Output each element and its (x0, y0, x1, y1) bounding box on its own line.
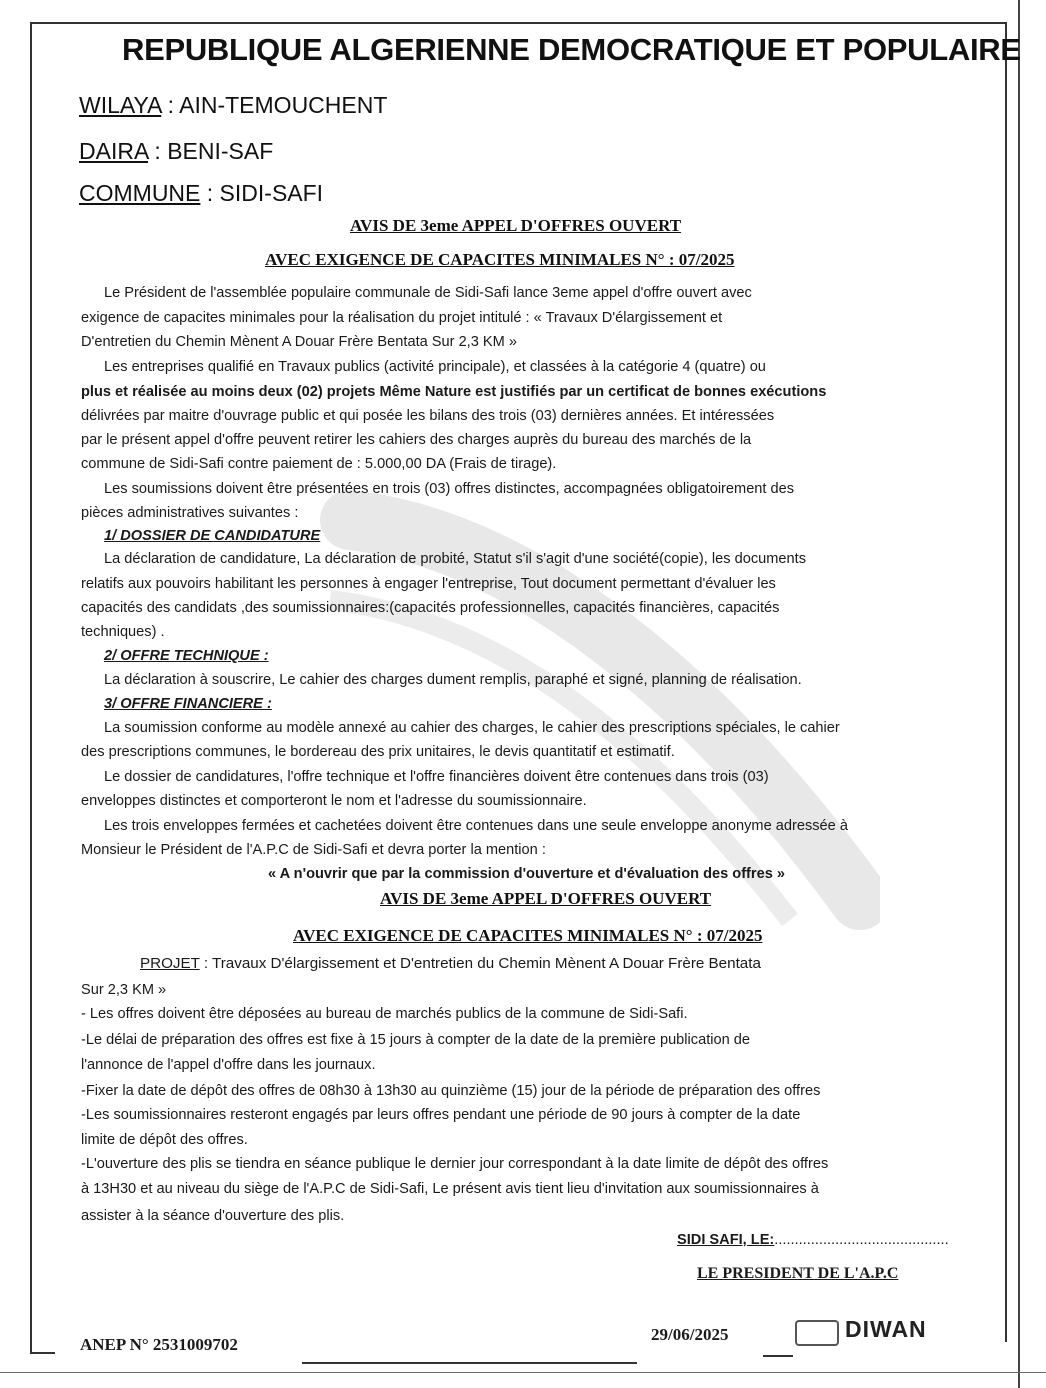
publication-date: 29/06/2025 (651, 1325, 729, 1344)
republic-heading: REPUBLIQUE ALGERIENNE DEMOCRATIQUE ET POPULAIRE (122, 32, 1021, 67)
condition-line: -Le délai de préparation des offres est fixe à 15 jours à compter de la date de la première publication de (81, 1032, 751, 1048)
body-line: délivrées par maitre d'ouvrage public et qui posée les bilans des trois (03) dernières années. Et intéressées (81, 408, 775, 424)
section-3-line: Le dossier de candidatures, l'offre technique et l'offre financières doivent être contenues dans trois (03) (104, 769, 769, 785)
section-1-line: La déclaration de candidature, La déclaration de probité, Statut s'il s'agit d'une société(copie), les documents (104, 551, 806, 567)
diwan-logo-mark (795, 1320, 839, 1346)
condition-line: assister à la séance d'ouverture des plis. (81, 1208, 345, 1224)
scan-edge-right (1018, 0, 1020, 1388)
wilaya-line (79, 92, 387, 119)
body-line: D'entretien du Chemin Mènent A Douar Frère Bentata Sur 2,3 KM » (81, 334, 517, 350)
wilaya-label: WILAYA (79, 92, 162, 118)
body-line: pièces administratives suivantes : (81, 505, 299, 521)
daira-label: DAIRA (79, 138, 149, 164)
section-1-title: 1/ DOSSIER DE CANDIDATURE (104, 528, 321, 544)
frame-border-left (30, 22, 32, 1352)
body-line: par le présent appel d'offre peuvent retirer les cahiers des charges auprès du bureau des marchés de la (81, 432, 752, 448)
commune-value: : SIDI-SAFI (206, 180, 324, 206)
section-3-line: La soumission conforme au modèle annexé au cahier des charges, le cahier des prescriptions spéciales, le cahier (104, 720, 840, 736)
condition-line: - Les offres doivent être déposées au bureau de marchés publics de la commune de Sidi-Safi. (81, 1006, 688, 1022)
section-3-title: 3/ OFFRE FINANCIERE : (104, 696, 272, 712)
section-1-line: relatifs aux pouvoirs habilitant les personnes à engager l'entreprise, Tout document permettant d'évaluer les (81, 576, 776, 592)
anep-number: ANEP N° 2531009702 (80, 1335, 238, 1354)
section-2-title: 2/ OFFRE TECHNIQUE : (104, 648, 269, 664)
projet-line-2: Sur 2,3 KM » (81, 982, 167, 998)
footer-rule-2 (763, 1355, 793, 1357)
avis-title-2: AVIS DE 3eme APPEL D'OFFRES OUVERT (380, 889, 712, 908)
body-line: plus et réalisée au moins deux (02) projets Même Nature est justifiés par un certificat de bonnes exécutions (81, 384, 827, 400)
section-3-line: Monsieur le Président de l'A.P.C de Sidi-Safi et devra porter la mention : (81, 842, 546, 858)
signature-president: LE PRESIDENT DE L'A.P.C (697, 1265, 899, 1282)
daira-value: : BENI-SAF (154, 138, 274, 164)
avis-subtitle-1: AVEC EXIGENCE DE CAPACITES MINIMALES N° : 07/2025 (265, 250, 735, 269)
mention-text: « A n'ouvrir que par la commission d'ouverture et d'évaluation des offres » (268, 866, 785, 882)
section-2-line: La déclaration à souscrire, Le cahier des charges dument remplis, paraphé et signé, planning de réalisation. (104, 672, 802, 688)
condition-line: limite de dépôt des offres. (81, 1132, 248, 1148)
body-line: Les entreprises qualifié en Travaux publics (activité principale), et classées à la catégorie 4 (quatre) ou (104, 359, 766, 375)
projet-text: : Travaux D'élargissement et D'entretien du Chemin Mènent A Douar Frère Bentata (199, 955, 761, 972)
section-1-line: capacités des candidats ,des soumissionnaires:(capacités professionnelles, capacités financières, capacités (81, 600, 780, 616)
condition-line: -Fixer la date de dépôt des offres de 08h30 à 13h30 au quinzième (15) jour de la période de préparation des offres (81, 1083, 821, 1099)
condition-line: -Les soumissionnaires resteront engagés par leurs offres pendant une période de 90 jours à compter de la date (81, 1107, 801, 1123)
signature-dots: ........................................... (774, 1232, 949, 1248)
frame-border-bottom-left (30, 1352, 55, 1354)
footer-rule-1 (302, 1362, 637, 1364)
avis-subtitle-2: AVEC EXIGENCE DE CAPACITES MINIMALES N° : 07/2025 (293, 926, 763, 945)
condition-line: l'annonce de l'appel d'offre dans les journaux. (81, 1057, 376, 1073)
body-line: Les soumissions doivent être présentées en trois (03) offres distinctes, accompagnées obligatoirement des (104, 481, 795, 497)
body-line: exigence de capacites minimales pour la réalisation du projet intitulé : « Travaux D'élargissement et (81, 310, 723, 326)
scan-edge-bottom (0, 1372, 1046, 1373)
commune-label: COMMUNE (79, 180, 201, 206)
signature-place: SIDI SAFI, LE: (677, 1232, 775, 1248)
section-3-line: enveloppes distinctes et comporteront le nom et l'adresse du soumissionnaire. (81, 793, 587, 809)
body-line: commune de Sidi-Safi contre paiement de : 5.000,00 DA (Frais de tirage). (81, 456, 557, 472)
signature-place-line (677, 1232, 949, 1248)
diwan-logo (795, 1316, 977, 1346)
condition-line: à 13H30 et au niveau du siège de l'A.P.C de Sidi-Safi, Le présent avis tient lieu d'invitation aux soumissionnaires à (81, 1181, 819, 1197)
diwan-logo-text: DIWAN (845, 1316, 927, 1342)
body-line: Le Président de l'assemblée populaire communale de Sidi-Safi lance 3eme appel d'offre ouvert avec (104, 285, 752, 301)
avis-title-1: AVIS DE 3eme APPEL D'OFFRES OUVERT (350, 216, 682, 235)
projet-label: PROJET (140, 955, 200, 972)
section-3-line: des prescriptions communes, le bordereau des prix unitaires, le devis quantitatif et estimatif. (81, 744, 675, 760)
projet-line (140, 955, 761, 972)
daira-line (79, 138, 273, 165)
wilaya-value: : AIN-TEMOUCHENT (167, 92, 388, 118)
section-3-line: Les trois enveloppes fermées et cachetées doivent être contenues dans une seule enveloppe anonyme adressée à (104, 818, 848, 834)
frame-border-top (30, 22, 1005, 24)
frame-border-right (1005, 22, 1007, 1342)
section-1-line: techniques) . (81, 624, 165, 640)
condition-line: -L'ouverture des plis se tiendra en séance publique le dernier jour correspondant à la date limite de dépôt des offres (81, 1156, 829, 1172)
commune-line (79, 180, 323, 207)
